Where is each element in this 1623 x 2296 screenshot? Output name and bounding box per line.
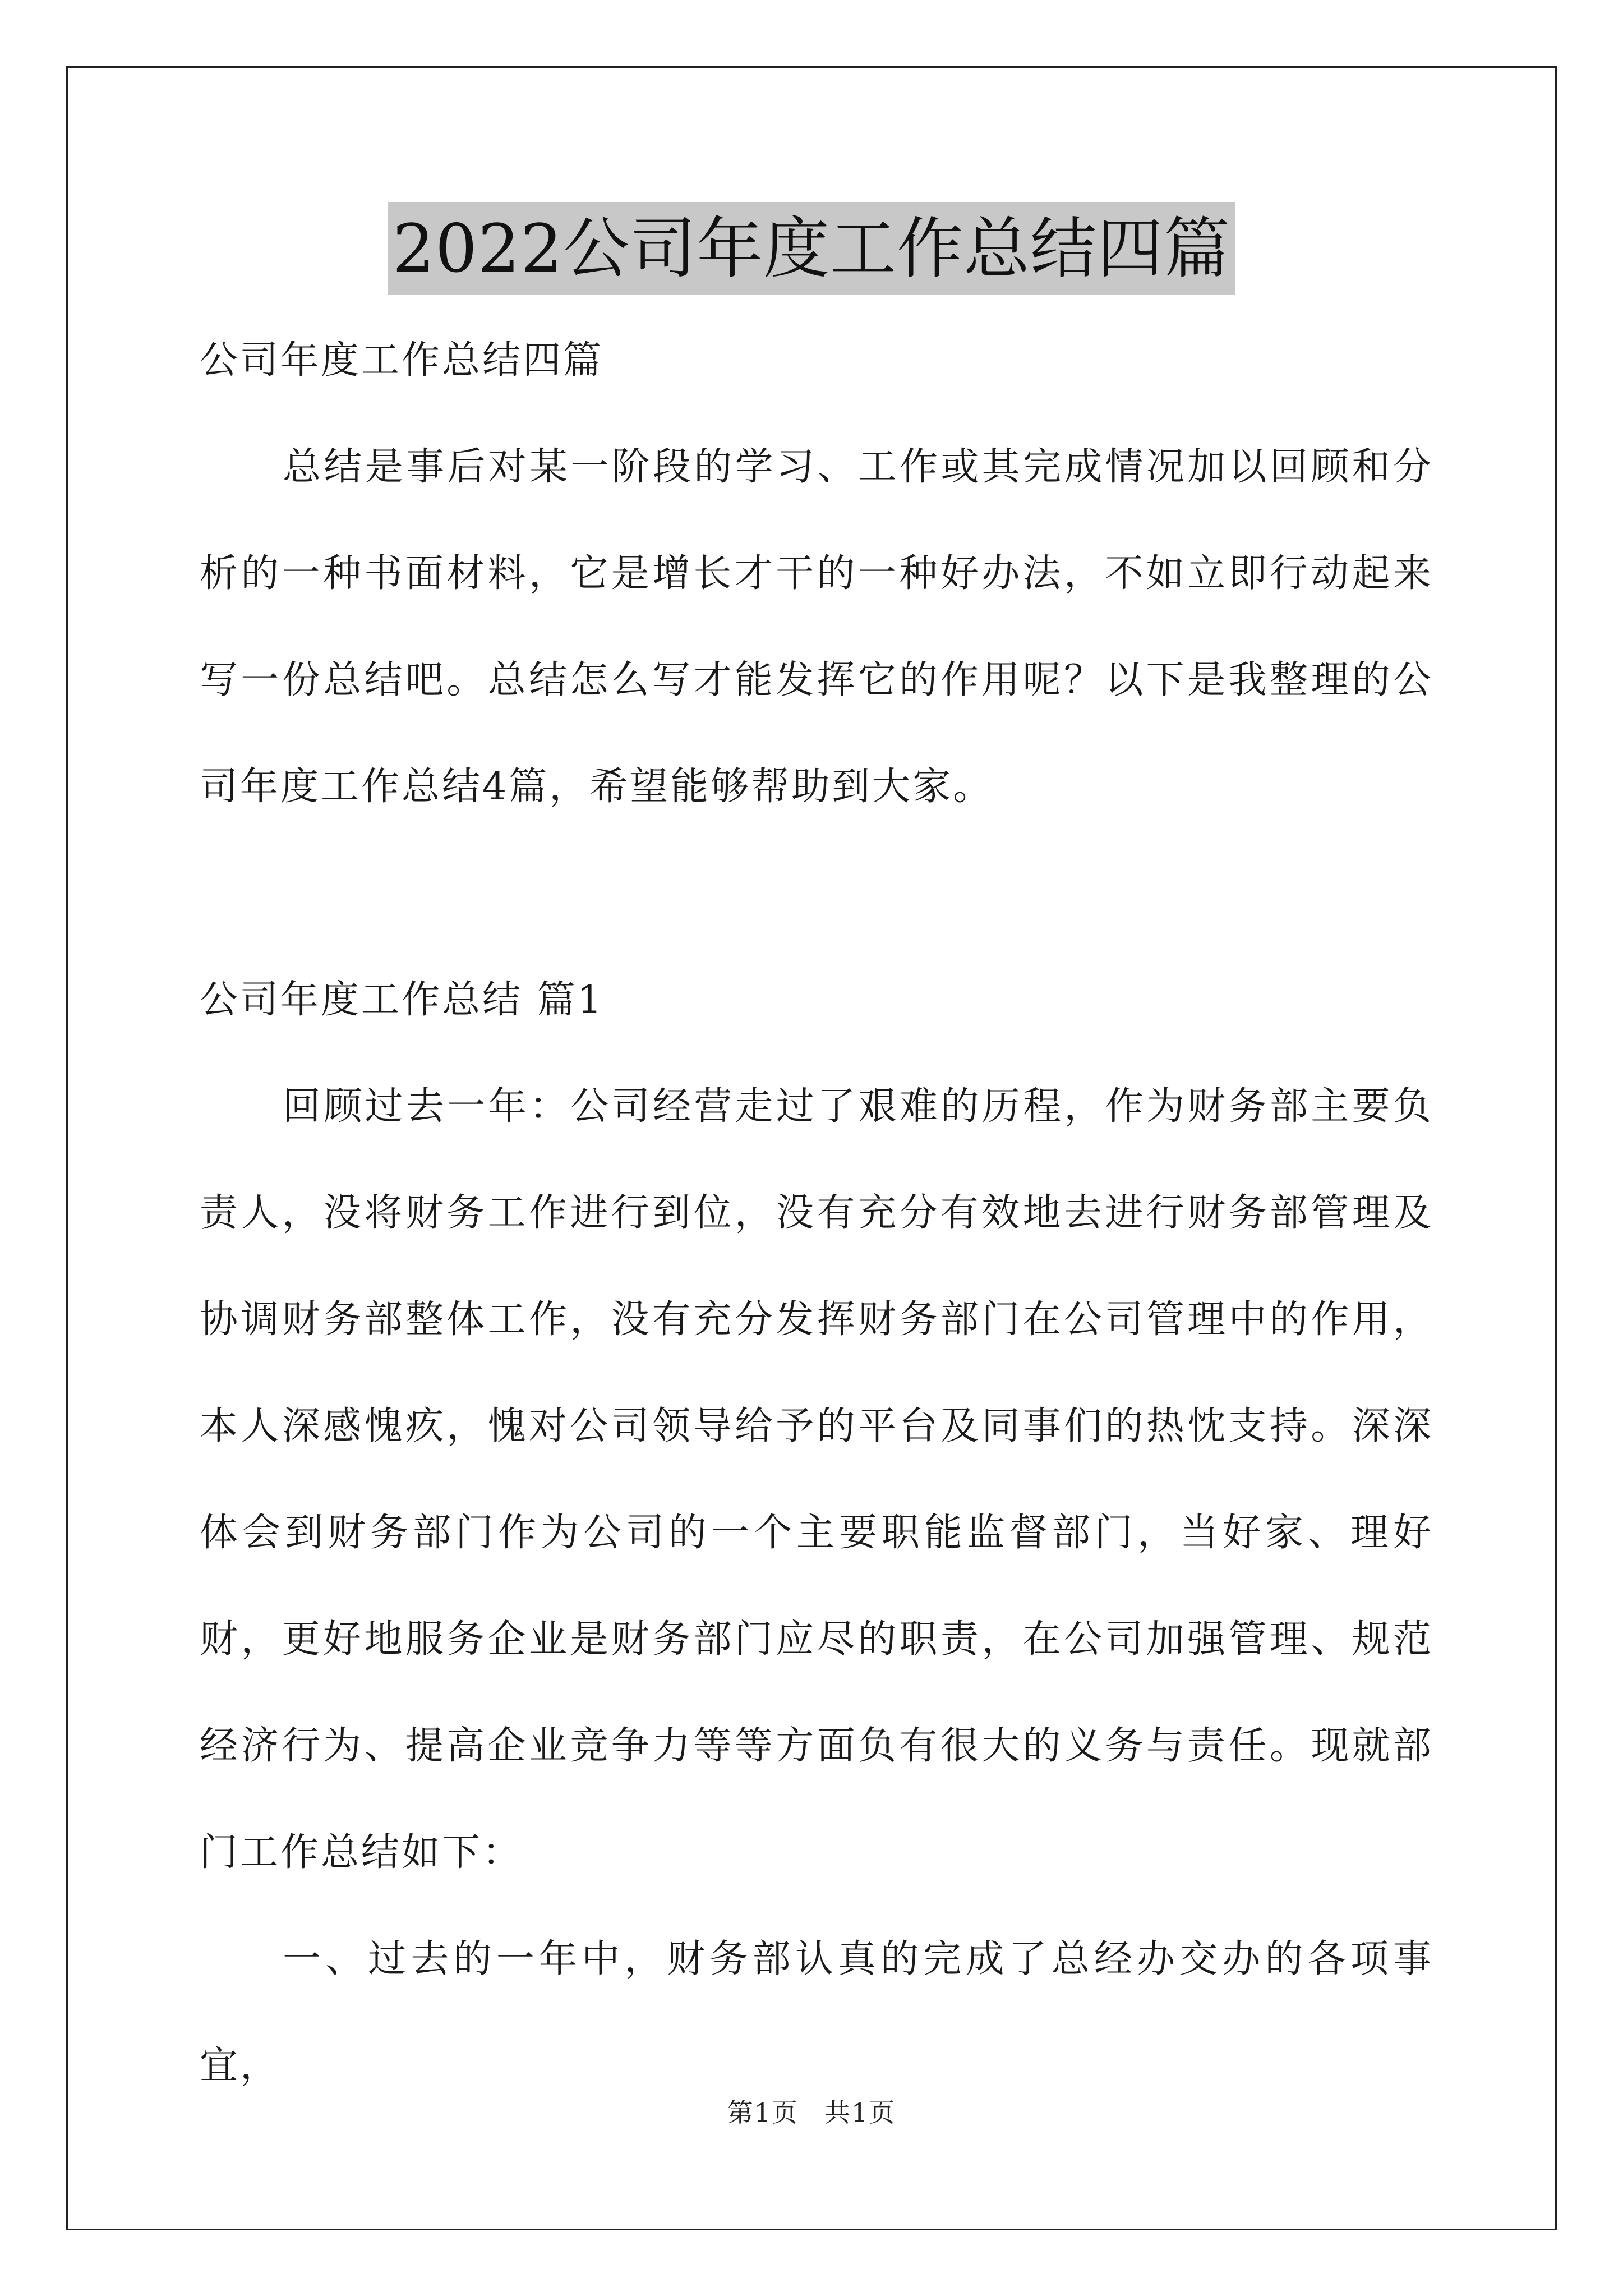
page-footer: [0, 2092, 1623, 2129]
intro-paragraph: 总结是事后对某一阶段的学习、工作或其完成情况加以回顾和分析的一种书面材料，它是增长才干的一种好办法，不如立即行动起来写一份总结吧。总结怎么写才能发挥它的作用呢？以下是我整理的公司年度工作总结4篇，希望能够帮助到大家。: [200, 445, 1433, 809]
page-total: 共1页: [824, 2097, 896, 2128]
document-body: [200, 307, 1433, 2119]
document-title-text: 2022公司年度工作总结四篇: [388, 202, 1235, 295]
section-paragraph: 回顾过去一年：公司经营走过了艰难的历程，作为财务部主要负责人，没将财务工作进行到位，没有充分有效地去进行财务部管理及协调财务部整体工作，没有充分发挥财务部门在公司管理中的作用，本人深感愧疚，愧对公司领导给予的平台及同事们的热忱支持。深深体会到财务部门作为公司的一个主要职能监督部门，当好家、理好财，更好地服务企业是财务部门应尽的职责，在公司加强管理、规范经济行为、提高企业竞争力等等方面负有很大的义务与责任。现就部门工作总结如下：: [200, 1084, 1433, 1875]
document-title: [0, 202, 1623, 295]
page-number: 第1页: [727, 2097, 799, 2128]
section-heading: 公司年度工作总结 篇1: [200, 978, 604, 1022]
section-paragraph: 一、过去的一年中，财务部认真的完成了总经办交办的各项事宜，: [200, 1937, 1433, 2088]
document-subtitle: 公司年度工作总结四篇: [200, 338, 604, 383]
paragraph-spacer: [200, 840, 1433, 947]
